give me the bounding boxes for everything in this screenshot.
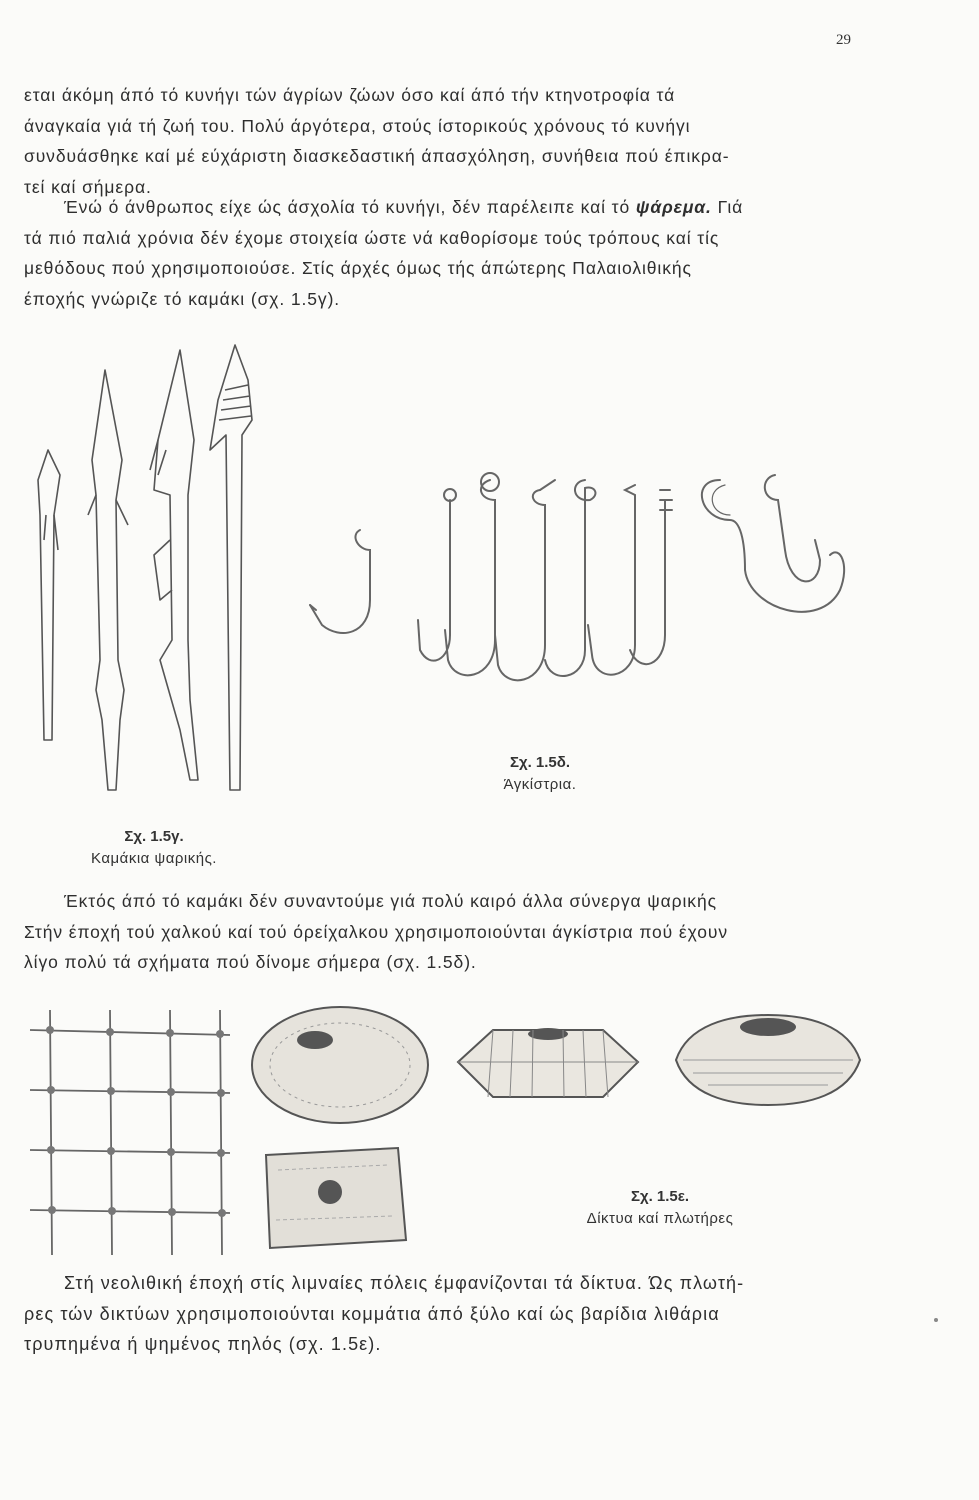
- text-line: συνδυάσθηκε καί μέ εύχάριστη διασκεδαστική άπασχόληση, συνήθεια πού έπικρα-: [24, 146, 730, 166]
- text-line: τά πιό παλιά χρόνια δέν έχομε στοιχεία ώστε νά καθορίσομε τούς τρόπους καί τίς: [24, 227, 720, 248]
- figure-caption-harpoons: [64, 826, 244, 870]
- text-line: άναγκαία γιά τή ζωή του. Πολύ άργότερα, στούς ίστορικούς χρόνους τό κυνήγι: [24, 115, 691, 136]
- float-biconical: [448, 1012, 648, 1112]
- fish-hooks-illustration: [300, 460, 870, 700]
- harpoons-illustration: [30, 340, 260, 810]
- text-line: μεθόδους πού χρησιμοποιούσε. Στίς άρχές όμως τής άπώτερης Παλαιολιθικής: [24, 258, 692, 278]
- stone-weight-block: [258, 1140, 413, 1255]
- text-line: Στή νεολιθική έποχή στίς λιμναίες πόλεις έμφανίζονται τά δίκτυα. Ώς πλωτή-: [64, 1273, 745, 1293]
- text-fragment: Ένώ ό άνθρωπος είχε ώς άσχολία τό κυνήγι, δέν παρέλειπε καί τό: [64, 197, 636, 217]
- scan-speck: [934, 1318, 938, 1322]
- figure-number: Σχ. 1.5δ.: [509, 754, 571, 771]
- figure-caption-text: Καμάκια ψαρικής.: [91, 850, 217, 867]
- text-line: τρυπημένα ή ψημένος πηλός (σχ. 1.5ε).: [24, 1334, 382, 1354]
- figure-caption-nets: [530, 1186, 790, 1230]
- paragraph-neolithic: [24, 1268, 856, 1360]
- float-disc: [668, 1005, 868, 1115]
- text-line: [24, 192, 856, 223]
- stone-float-round: [245, 1000, 435, 1130]
- text-fragment: Γιά: [711, 197, 744, 217]
- text-line: έποχής γνώριζε τό καμάκι (σχ. 1.5γ).: [24, 288, 341, 309]
- text-line: εται άκόμη άπό τό κυνήγι τών άγρίων ζώων όσο καί άπό τήν κτηνοτροφία τά: [24, 85, 676, 105]
- figure-caption-hooks: [460, 752, 620, 796]
- figure-caption-text: Άγκίστρια.: [503, 776, 577, 793]
- paragraph-bronze-age: [24, 886, 856, 978]
- figure-caption-text: Δίκτυα καί πλωτήρες: [586, 1210, 734, 1227]
- paragraph-fishing: [24, 192, 856, 314]
- page-number: 29: [836, 32, 851, 48]
- text-line: τεί καί σήμερα.: [24, 176, 152, 197]
- text-line: Έκτός άπό τό καμάκι δέν συναντούμε γιά πολύ καιρό άλλα σύνεργα ψαρικής: [64, 891, 717, 911]
- text-line: ρες τών δικτύων χρησιμοποιούνται κομμάτια άπό ξύλο καί ώς βαρίδια λιθάρια: [24, 1303, 720, 1324]
- text-line: Στήν έποχή τού χαλκού καί τού όρείχαλκου χρησιμοποιούνται άγκίστρια πού έχουν: [24, 921, 728, 942]
- emphasis-fishing: ψάρεμα.: [635, 197, 712, 217]
- figure-number: Σχ. 1.5γ.: [124, 828, 184, 845]
- fishing-net-illustration: [20, 1005, 240, 1265]
- paragraph-hunting: [24, 80, 856, 202]
- figure-number: Σχ. 1.5ε.: [630, 1188, 690, 1205]
- text-line: λίγο πολύ τά σχήματα πού δίνομε σήμερα (σχ. 1.5δ).: [24, 952, 477, 972]
